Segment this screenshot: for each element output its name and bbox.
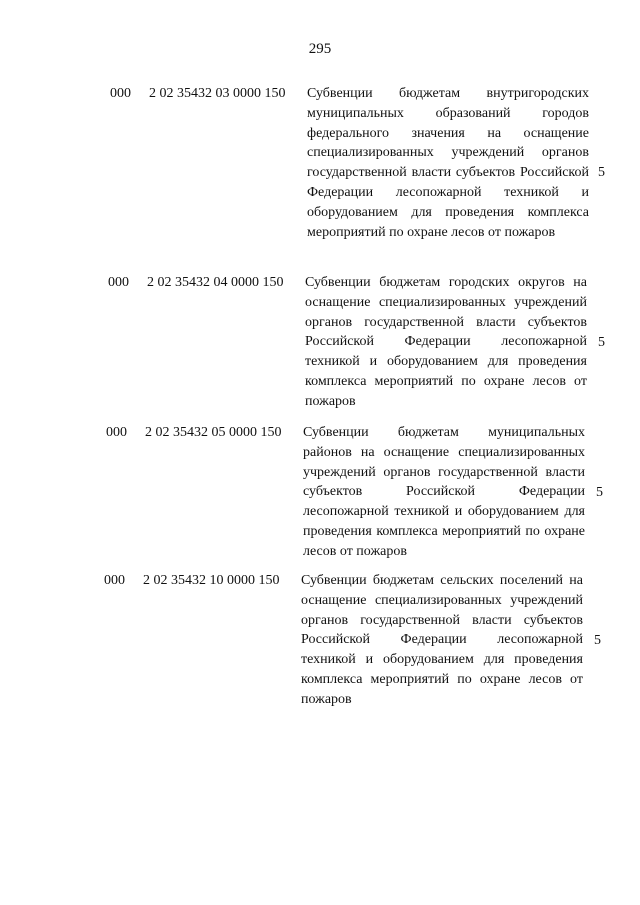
admin-code: 000 bbox=[108, 275, 129, 290]
admin-code: 000 bbox=[104, 573, 125, 588]
budget-classification-code: 2 02 35432 10 0000 150 bbox=[143, 573, 280, 588]
budget-classification-code: 2 02 35432 05 0000 150 bbox=[145, 425, 282, 440]
revenue-description: Субвенции бюджетам городских округов на оснащение специализированных учреждений органов государственной власти субъектов Российской Федерации лесопожарной техникой и оборудованием для проведения комплекса мероприятий по охране лесов от пожаров bbox=[305, 275, 587, 409]
revenue-description: Субвенции бюджетам внутригородских муниципальных образований городов федерального значения на оснащение специализированных учреждений органов государственной власти субъектов Российской Федерации лесопожарной техникой и оборудованием для проведения комплекса мероприятий по охране лесов от пожаров bbox=[307, 86, 589, 240]
budget-classification-code: 2 02 35432 04 0000 150 bbox=[147, 275, 284, 290]
budget-classification-code: 2 02 35432 03 0000 150 bbox=[149, 86, 286, 101]
amount-value: 5 bbox=[594, 633, 601, 648]
revenue-description: Субвенции бюджетам сельских поселений на оснащение специализированных учреждений органов государственной власти субъектов Российской Федерации лесопожарной техникой и оборудованием для проведения комплекса мероприятий по охране лесов от пожаров bbox=[301, 573, 583, 707]
admin-code: 000 bbox=[110, 86, 131, 101]
amount-value: 5 bbox=[596, 485, 603, 500]
page-number: 295 bbox=[308, 41, 332, 57]
revenue-description: Субвенции бюджетам муниципальных районов на оснащение специализированных учреждений органов государственной власти субъектов Российской Федерации лесопожарной техникой и оборудованием для проведения комплекса мероприятий по охране лесов от пожаров bbox=[303, 425, 585, 559]
amount-value: 5 bbox=[598, 165, 605, 180]
admin-code: 000 bbox=[106, 425, 127, 440]
amount-value: 5 bbox=[598, 335, 605, 350]
